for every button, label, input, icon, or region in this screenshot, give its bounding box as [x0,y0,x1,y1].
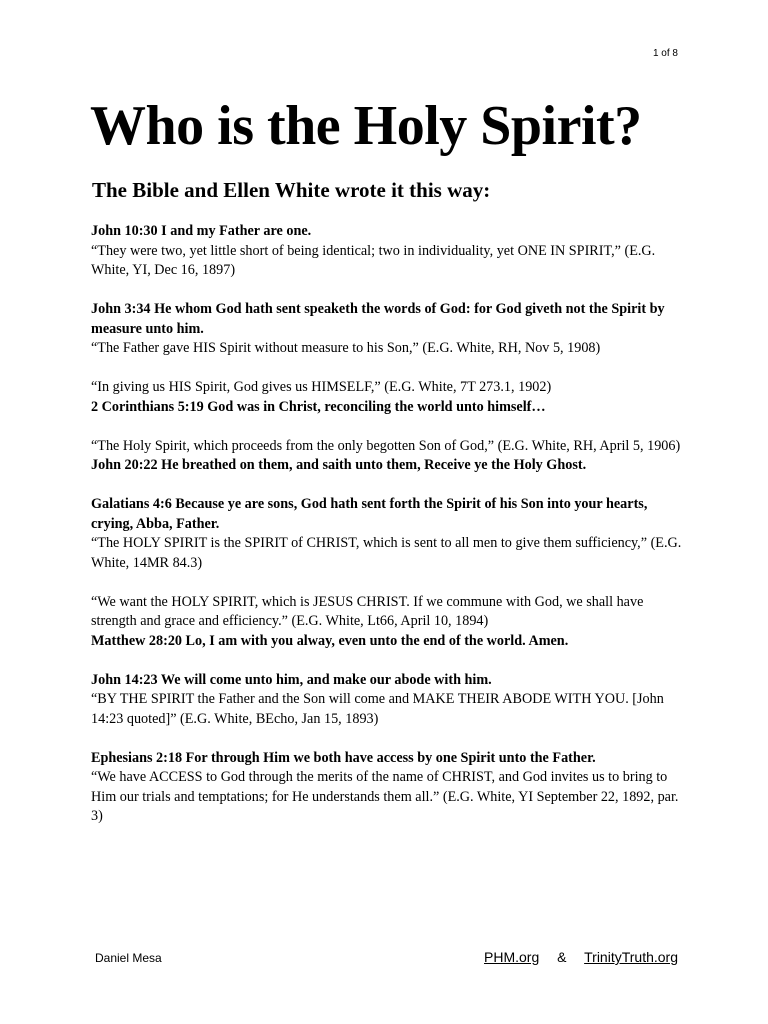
bible-verse: Galatians 4:6 Because ye are sons, God hath sent forth the Spirit of his Son into your hearts, crying, Abba, Father. [91,496,648,532]
ellen-white-quote: “The HOLY SPIRIT is the SPIRIT of CHRIST, which is sent to all men to give them sufficiency,” (E.G. White, 14MR 84.3) [91,535,682,571]
page-subtitle: The Bible and Ellen White wrote it this way: [92,178,491,202]
ellen-white-quote: “They were two, yet little short of being identical; two in individuality, yet ONE IN SPIRIT,” (E.G. White, YI, Dec 16, 1897) [91,242,656,278]
footer-author: Daniel Mesa [95,951,162,965]
text-block [91,671,687,730]
bible-verse: John 14:23 We will come unto him, and make our abode with him. [91,671,492,688]
verse-quote-content [91,222,687,846]
text-block [91,300,687,359]
footer-separator: & [557,949,567,965]
ellen-white-quote: “BY THE SPIRIT the Father and the Son will come and MAKE THEIR ABODE WITH YOU. [John 14:23 quoted]” (E.G. White, BEcho, Jan 15, 1893) [91,691,664,727]
bible-verse: Matthew 28:20 Lo, I am with you alway, even unto the end of the world. Amen. [91,632,569,649]
page-title: Who is the Holy Spirit? [90,95,642,157]
bible-verse: John 3:34 He whom God hath sent speaketh the words of God: for God giveth not the Spirit by measure unto him. [91,301,665,337]
bible-verse: John 20:22 He breathed on them, and saith unto them, Receive ye the Holy Ghost. [91,457,587,473]
phm-link[interactable]: PHM.org [484,949,540,965]
bible-verse: Ephesians 2:18 For through Him we both have access by one Spirit unto the Father. [91,749,596,766]
ellen-white-quote: “We want the HOLY SPIRIT, which is JESUS CHRIST. If we commune with God, we shall have strength and grace and efficiency.” (E.G. White, Lt66, April 10, 1894) [91,593,644,629]
text-block [91,378,687,417]
text-block [91,749,687,827]
ellen-white-quote: “We have ACCESS to God through the merits of the name of CHRIST, and God invites us to bring to Him our trials and temptations; for He understands them all.” (E.G. White, YI September 22, 1892, par. 3) [91,769,679,824]
ellen-white-quote: “The Father gave HIS Spirit without measure to his Son,” (E.G. White, RH, Nov 5, 1908) [91,340,601,356]
page-number: 1 of 8 [652,48,678,59]
bible-verse: John 10:30 I and my Father are one. [91,223,312,239]
text-block [91,593,687,652]
bible-verse: 2 Corinthians 5:19 God was in Christ, reconciling the world unto himself… [91,398,546,415]
footer-links [484,949,678,965]
text-block [91,222,687,281]
ellen-white-quote: “In giving us HIS Spirit, God gives us HIMSELF,” (E.G. White, 7T 273.1, 1902) [91,379,552,395]
text-block [91,495,687,573]
trinitytruth-link[interactable]: TrinityTruth.org [584,949,678,965]
ellen-white-quote: “The Holy Spirit, which proceeds from the only begotten Son of God,” (E.G. White, RH, April 5, 1906) [91,437,681,454]
text-block [91,437,687,476]
